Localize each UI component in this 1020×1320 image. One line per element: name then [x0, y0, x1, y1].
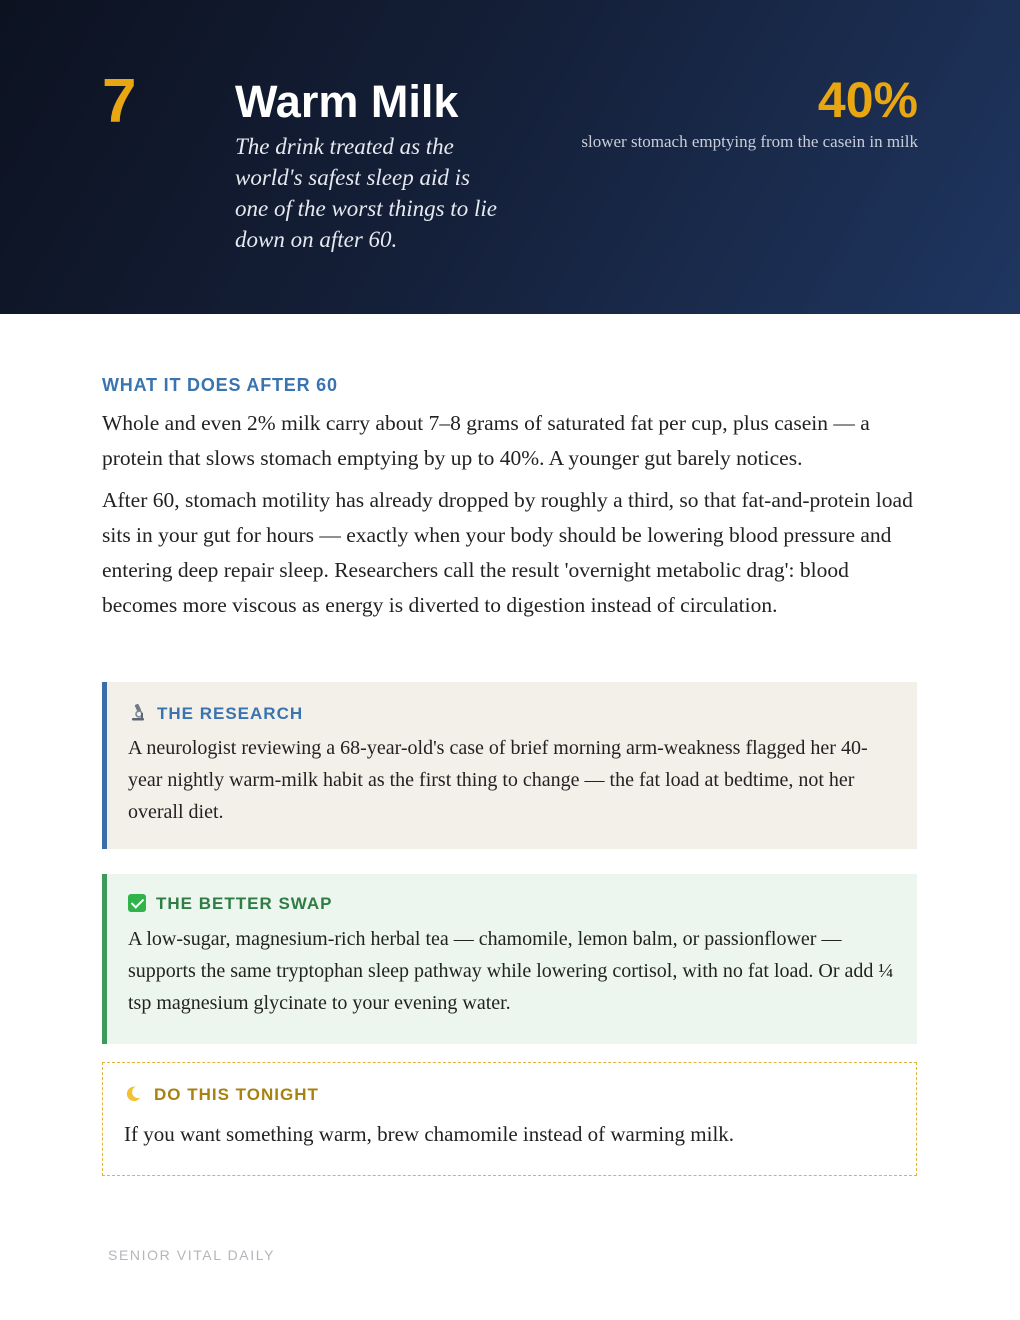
- do-this-tonight-heading: [124, 1085, 319, 1105]
- do-this-tonight-label: DO THIS TONIGHT: [154, 1085, 319, 1104]
- crescent-moon-icon: [124, 1085, 142, 1103]
- research-callout: [102, 682, 917, 849]
- body-paragraph-1: Whole and even 2% milk carry about 7–8 grams of saturated fat per cup, plus casein — a protein that slows stomach emptying by up to 40%. A younger gut barely notices.: [102, 411, 870, 470]
- better-swap-label: THE BETTER SWAP: [156, 894, 333, 913]
- microscope-icon: [128, 702, 148, 722]
- stat-label: slower stomach emptying from the casein in milk: [581, 132, 918, 151]
- check-mark-icon: [128, 894, 146, 912]
- research-heading: [128, 702, 303, 724]
- research-text: A neurologist reviewing a 68-year-old's case of brief morning arm-weakness flagged her 40-year nightly warm-milk habit as the first thing to change — the fat load at bedtime, not her overall diet.: [128, 737, 868, 823]
- better-swap-text: A low-sugar, magnesium-rich herbal tea — chamomile, lemon balm, or passionflower — supports the same tryptophan sleep pathway while lowering cortisol, with no fat load. Or add ¼ tsp magnesium glycinate to your evening water.: [128, 928, 894, 1014]
- hero-subtitle: The drink treated as the world's safest sleep aid is one of the worst things to lie down on after 60.: [235, 134, 497, 252]
- better-swap-heading: [128, 894, 333, 914]
- do-this-tonight-text: If you want something warm, brew chamomile instead of warming milk.: [124, 1122, 735, 1146]
- hero-banner: [0, 0, 1020, 314]
- section-heading: WHAT IT DOES AFTER 60: [102, 375, 338, 395]
- stat-value: 40%: [817, 72, 918, 128]
- body-paragraph-2: After 60, stomach motility has already dropped by roughly a third, so that fat-and-protein load sits in your gut for hours — exactly when your body should be lowering blood pressure and entering deep repair sleep. Researchers call the result 'overnight metabolic drag': blood becomes more viscous as energy is diverted to digestion instead of circulation.: [102, 488, 913, 617]
- better-swap-callout: [102, 874, 917, 1044]
- item-number: 7: [102, 67, 137, 136]
- page-title: Warm Milk: [235, 76, 459, 127]
- research-label: THE RESEARCH: [157, 704, 304, 723]
- footer-brand: SENIOR VITAL DAILY: [108, 1247, 276, 1263]
- do-this-tonight-callout: [102, 1062, 917, 1176]
